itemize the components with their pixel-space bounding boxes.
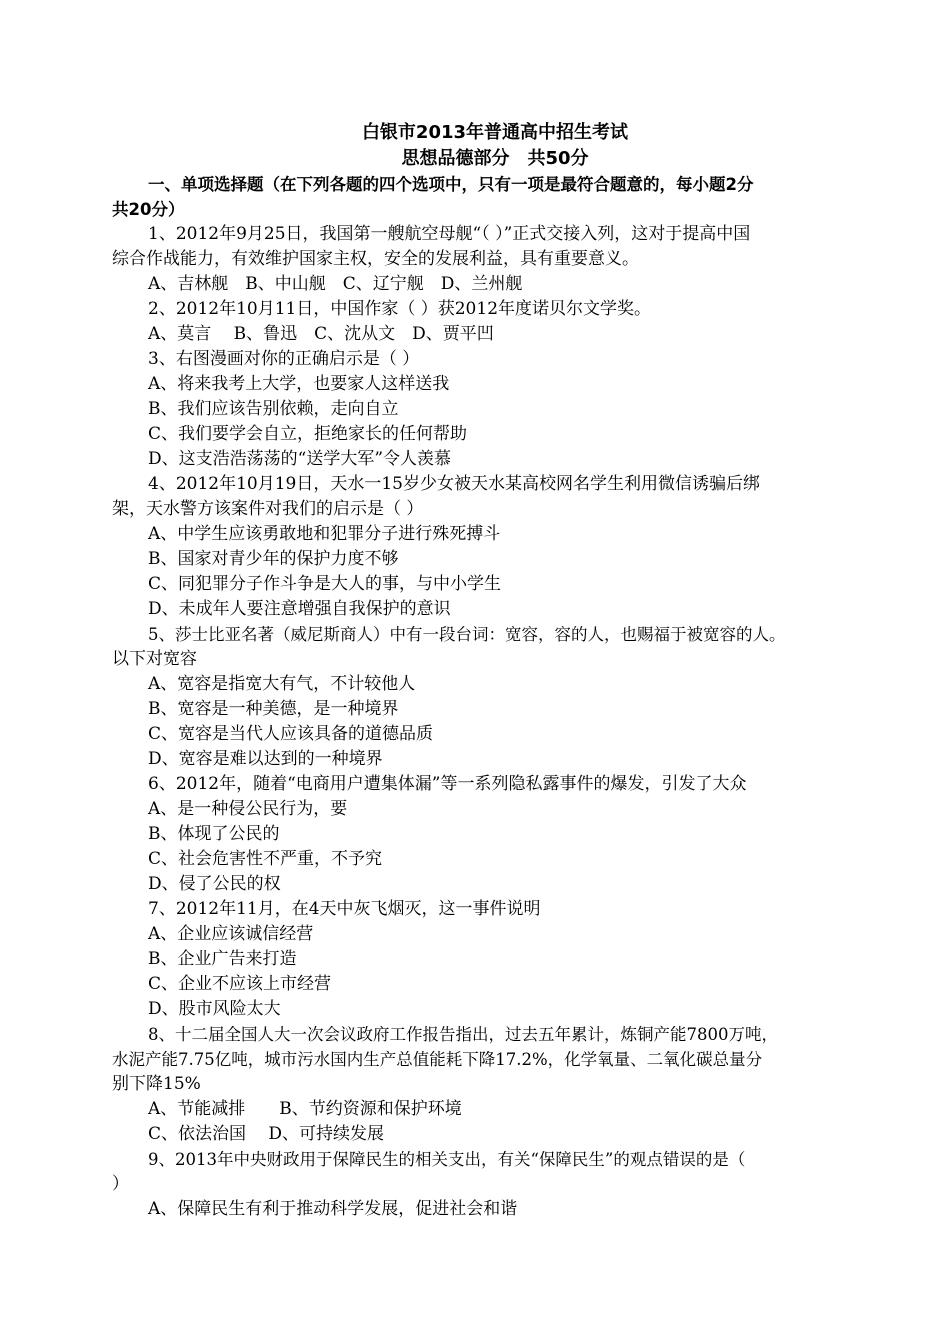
question-5-option-c: C、宽容是当代人应该具备的道德品质 bbox=[148, 724, 434, 744]
question-1: 1、2012年9月25日，我国第一艘航空母舰“（ ）”正式交接入列，这对于提高中国 bbox=[148, 224, 751, 244]
question-2: 2、2012年10月11日，中国作家（ ）获2012年度诺贝尔文学奖。 bbox=[148, 299, 652, 319]
question-5-option-d: D、宽容是难以达到的一种境界 bbox=[148, 749, 383, 769]
question-8: 8、十二届全国人大一次会议政府工作报告指出，过去五年累计，炼铜产能7800万吨， bbox=[148, 1025, 778, 1044]
question-1-options: A、吉林舰 B、中山舰 C、辽宁舰 D、兰州舰 bbox=[148, 274, 523, 294]
question-9-option-a: A、保障民生有利于推动科学发展，促进社会和谐 bbox=[148, 1199, 518, 1219]
question-4-option-a: A、中学生应该勇敢地和犯罪分子进行殊死搏斗 bbox=[148, 524, 501, 544]
question-6-option-d: D、侵了公民的权 bbox=[148, 874, 281, 894]
exam-subtitle: 思想品德部分 共50分 bbox=[401, 148, 589, 169]
question-3-option-d: D、这支浩浩荡荡的“送学大军”令人羡慕 bbox=[148, 449, 452, 469]
question-7-option-b: B、企业广告来打造 bbox=[148, 949, 297, 969]
question-5-option-a: A、宽容是指宽大有气，不计较他人 bbox=[148, 674, 416, 694]
question-3: 3、右图漫画对你的正确启示是（ ） bbox=[148, 349, 420, 369]
question-2-options: A、莫言 B、鲁迅 C、沈从文 D、贾平凹 bbox=[148, 324, 494, 344]
question-3-option-b: B、我们应该告别依赖，走向自立 bbox=[148, 399, 399, 419]
question-1-cont: 综合作战能力，有效维护国家主权，安全的发展利益，具有重要意义。 bbox=[112, 249, 639, 269]
question-4-option-b: B、国家对青少年的保护力度不够 bbox=[148, 549, 399, 569]
section-heading-cont: 共20分） bbox=[112, 200, 185, 219]
question-6-option-c: C、社会危害性不严重，不予究 bbox=[148, 849, 383, 869]
question-6: 6、2012年，随着“电商用户遭集体漏”等一系列隐私露事件的爆发，引发了大众 bbox=[148, 774, 747, 794]
question-4-cont: 架，天水警方该案件对我们的启示是（ ） bbox=[112, 499, 424, 519]
section-heading: 一、单项选择题（在下列各题的四个选项中，只有一项是最符合题意的，每小题2分 bbox=[148, 175, 754, 194]
question-4-option-d: D、未成年人要注意增强自我保护的意识 bbox=[148, 599, 451, 619]
question-8-options-1: A、节能减排 B、节约资源和保护环境 bbox=[148, 1099, 462, 1119]
question-5: 5、莎士比亚名著（威尼斯商人）中有一段台词：宽容，容的人，也赐福于被宽容的人。 bbox=[148, 625, 786, 644]
question-9: 9、2013年中央财政用于保障民生的相关支出，有关“保障民生”的观点错误的是（ bbox=[148, 1150, 746, 1169]
question-7-option-d: D、股市风险太大 bbox=[148, 999, 281, 1019]
question-8-cont2: 别下降15% bbox=[112, 1074, 201, 1094]
question-5-cont: 以下对宽容 bbox=[112, 649, 197, 669]
question-3-option-a: A、将来我考上大学，也要家人这样送我 bbox=[148, 374, 450, 394]
question-3-option-c: C、我们要学会自立，拒绝家长的任何帮助 bbox=[148, 424, 468, 444]
question-6-option-a: A、是一种侵公民行为，要 bbox=[148, 799, 348, 819]
question-8-options-2: C、依法治国 D、可持续发展 bbox=[148, 1124, 385, 1144]
exam-title: 白银市2013年普通高中招生考试 bbox=[361, 122, 629, 143]
question-9-cont: ） bbox=[112, 1174, 129, 1194]
question-5-option-b: B、宽容是一种美德，是一种境界 bbox=[148, 699, 399, 719]
question-6-option-b: B、体现了公民的 bbox=[148, 824, 280, 844]
question-4: 4、2012年10月19日，天水一15岁少女被天水某高校网名学生利用微信诱骗后绑 bbox=[148, 474, 760, 494]
question-7: 7、2012年11月，在4天中灰飞烟灭，这一事件说明 bbox=[148, 899, 541, 919]
question-7-option-c: C、企业不应该上市经营 bbox=[148, 974, 332, 994]
question-4-option-c: C、同犯罪分子作斗争是大人的事，与中小学生 bbox=[148, 574, 502, 594]
question-7-option-a: A、企业应该诚信经营 bbox=[148, 924, 314, 944]
question-8-cont: 水泥产能7.75亿吨，城市污水国内生产总值能耗下降17.2%，化学氧量、二氧化碳总量分 bbox=[112, 1050, 763, 1069]
